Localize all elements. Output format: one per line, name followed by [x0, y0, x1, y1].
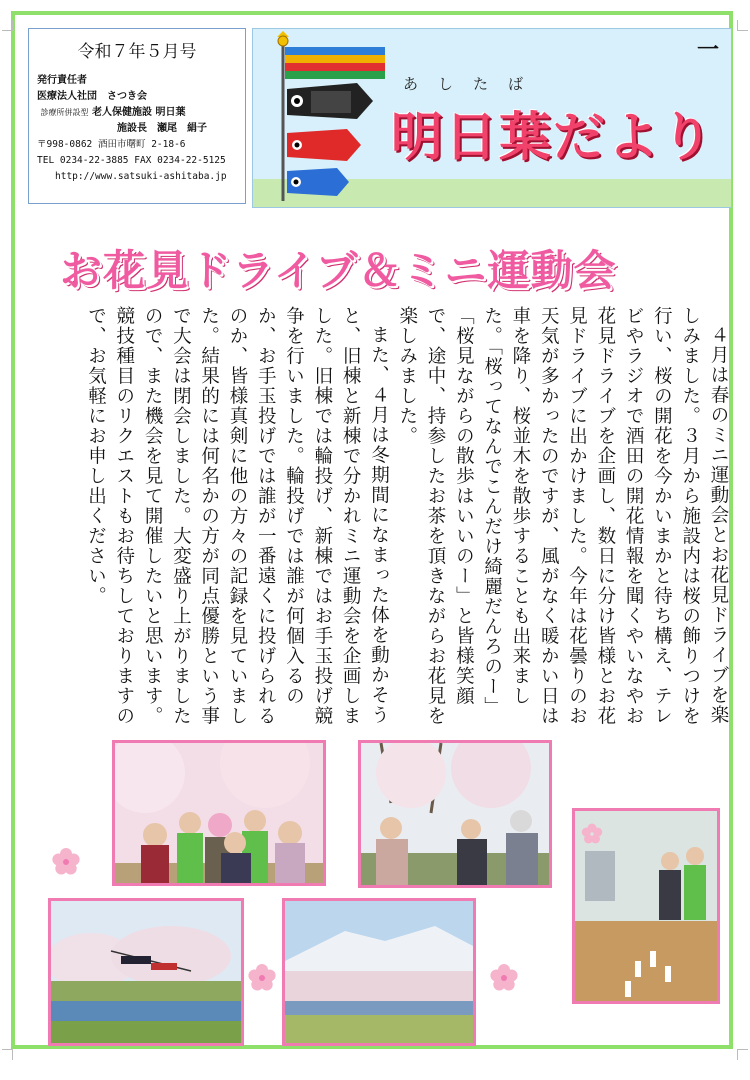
article-paragraph: また、４月は冬期間になまった体を動かそうと、旧棟と新棟で分かれミニ運動会を企画しました。旧棟では輪投げ、新棟ではお手玉投げ競争を行いました。輪投げでは誰が何個入るのか、お手玉投げでは誰が一番遠くに投げられるのか、皆様真剣に他の方々の記録を見ていました。結果的には何名かの方が同点優勝という事で大会は閉会しました。大変盛り上がりましたので、また機会を見て開催したいと思います。競技種目のリクエストもお待ちしておりますので、お気軽にお申し出ください。 — [85, 306, 390, 726]
cherry-blossom-icon — [50, 846, 82, 878]
crop-mark — [737, 1049, 748, 1060]
crop-mark — [737, 20, 748, 31]
crop-mark — [2, 1049, 13, 1060]
cherry-blossom-icon — [580, 822, 604, 846]
photo-image — [361, 743, 549, 885]
article-paragraph: ４月は春のミニ運動会とお花見ドライブを楽しみました。３月から施設内は桜の飾りつけを行い、桜の開花を今かいまかと待ち構え、テレビやラジオで酒田の開花情報を聞くやいなやお花見ドライブを企画し、数日に分け皆様とお花見ドライブに出かけました。今年は花曇りのお天気が多かったのですが、風がなく暖かい日は車を降り、桜並木を散歩することも出来ました。「桜ってなんでこんだけ綺麗だんろのー」「桜見ながらの散歩はいいのー」と皆様笑顔で、途中、持参したお茶を頂きながらお花見を楽しみました。 — [396, 306, 729, 726]
issue-date: 令和７年５月号 — [77, 42, 197, 62]
website-url[interactable]: http://www.satsuki-ashitaba.jp — [55, 171, 227, 182]
article-body — [60, 306, 732, 732]
publisher-label: 発行責任者 — [37, 75, 87, 86]
facility-name: 老人保健施設 明日葉 — [91, 107, 186, 118]
publisher-info-box — [28, 28, 246, 204]
director-line — [37, 121, 227, 137]
photo-image — [285, 901, 473, 1043]
facility-prefix: 診療所併設型 — [40, 108, 89, 117]
crop-mark — [2, 20, 13, 31]
photo-residents-under-trees — [358, 740, 552, 888]
photo-carp-streamers-cherry-row — [48, 898, 244, 1046]
facility-line — [37, 105, 227, 121]
newsletter-title: 明日葉だより — [391, 108, 716, 168]
photo-group-cherry-blossoms — [112, 740, 326, 886]
photo-image — [115, 743, 323, 883]
address: 〒998-0862 酒田市曙町 2-18-6 — [37, 139, 186, 150]
publisher-details — [37, 73, 227, 185]
title-ruby: あしたば — [403, 75, 544, 93]
page-number: 一 — [696, 38, 719, 63]
article-headline: お花見ドライブ＆ミニ運動会 — [60, 246, 617, 295]
carp-streamer-illustration — [261, 31, 391, 206]
photo-image — [51, 901, 241, 1043]
phone-fax: TEL 0234-22-3885 FAX 0234-22-5125 — [37, 155, 226, 166]
photo-snowy-mountain-cherry-river — [282, 898, 476, 1046]
director-name: 施設長 瀬尾 絹子 — [117, 123, 207, 134]
cherry-blossom-icon — [488, 962, 520, 994]
corporation-name: 医療法人社団 さつき会 — [37, 91, 147, 102]
newsletter-banner — [252, 28, 732, 208]
cherry-blossom-icon — [246, 962, 278, 994]
